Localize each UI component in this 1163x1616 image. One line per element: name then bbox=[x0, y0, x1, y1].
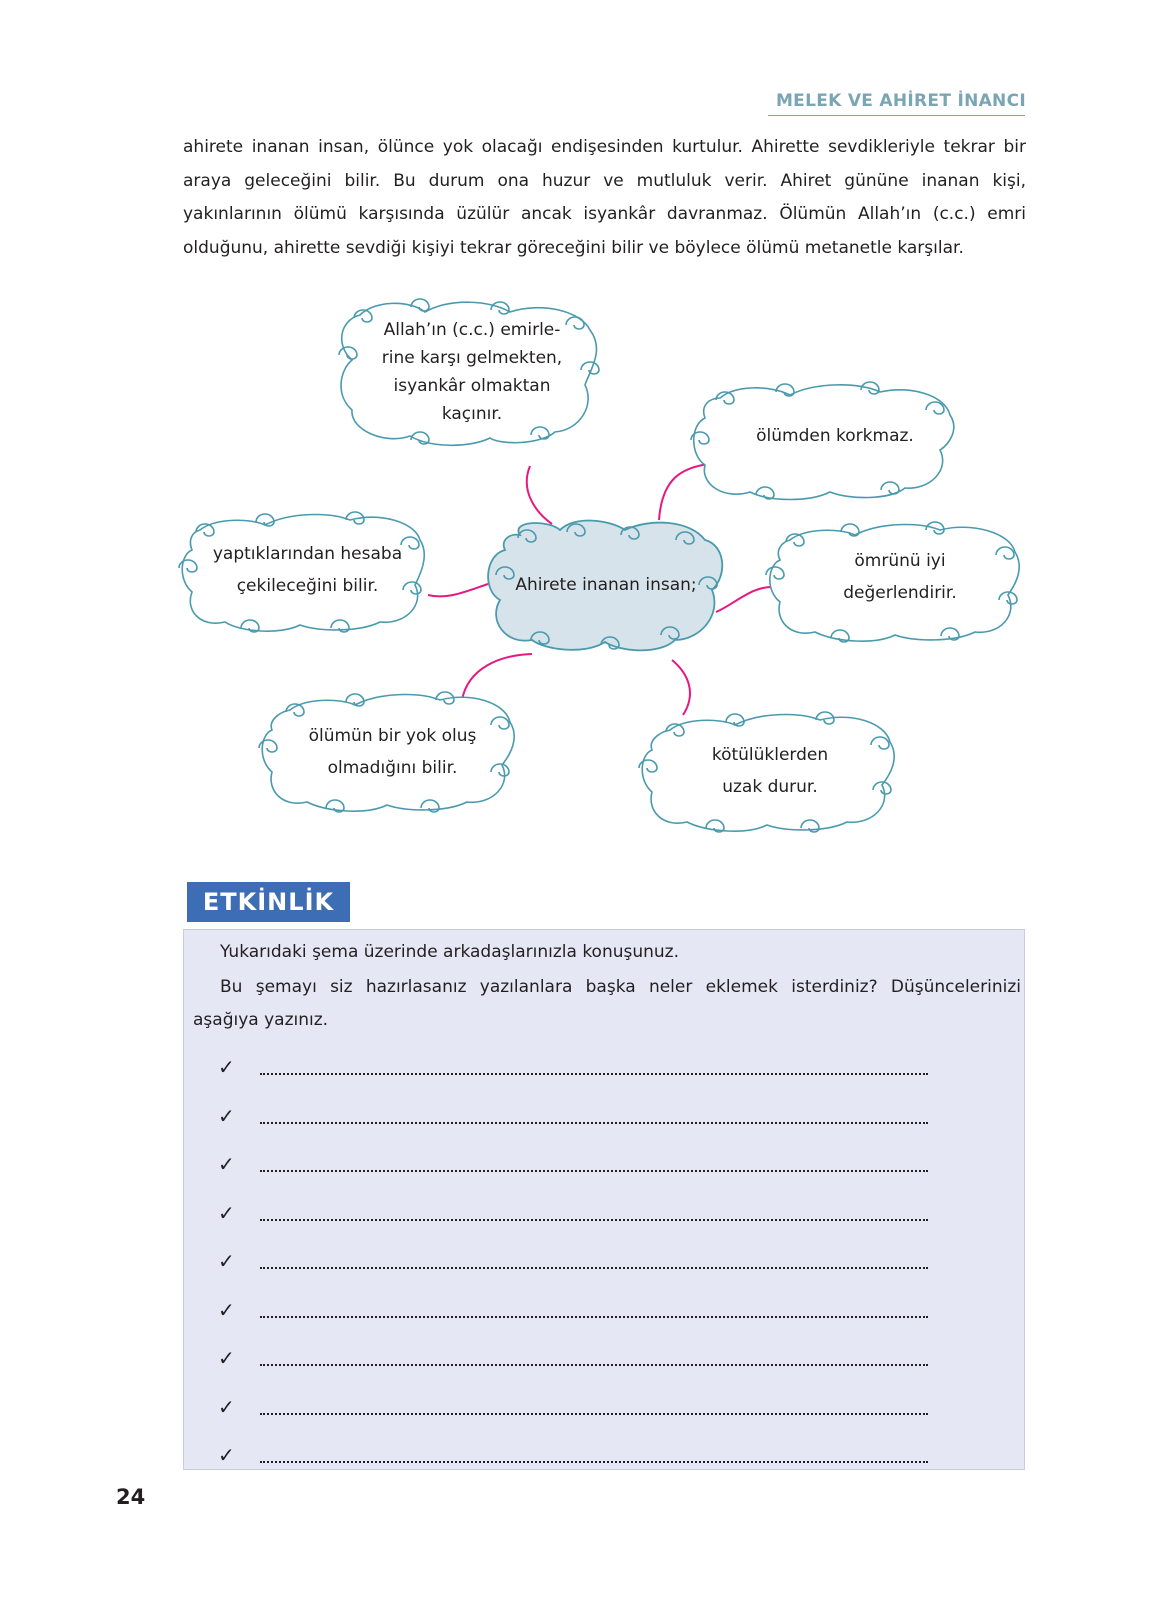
cloud-text-line: yaptıklarından hesaba bbox=[212, 544, 403, 564]
connector-right bbox=[716, 587, 776, 612]
cloud-text-line: çekileceğini bilir. bbox=[236, 576, 379, 596]
intro-paragraph: ahirete inanan insan, ölünce yok olacağı endişesinden kurtulur. Ahirette sevdikleriyle tekrar bir araya geleceğini bilir. Bu durum ona huzur ve mutluluk verir. Ahiret gününe inanan kişi, yakınlarının ölümü karşısında üzülür ancak isyankâr davranmaz. Ölümün Allah’ın (c.c.) emri olduğunu, ahirette sevdiği kişiyi tekrar göreceğini bilir ve böylece ölümü metanetle karşılar. bbox=[183, 137, 1026, 258]
dotted-answer-line[interactable] bbox=[260, 1461, 928, 1463]
dotted-answer-line[interactable] bbox=[260, 1364, 928, 1366]
page-number: 24 bbox=[116, 1485, 146, 1509]
answer-line[interactable] bbox=[218, 1298, 928, 1322]
cloud-text-line: kötülüklerden bbox=[711, 745, 829, 765]
connector-left bbox=[428, 584, 488, 596]
cloud-text-line: rine karşı gelmekten, bbox=[381, 348, 563, 368]
checkmark-icon: ✓ bbox=[218, 1394, 235, 1419]
dotted-answer-line[interactable] bbox=[260, 1267, 928, 1269]
checkmark-icon: ✓ bbox=[218, 1152, 235, 1176]
checkmark-icon: ✓ bbox=[218, 1103, 235, 1128]
cloud-text-line: uzak durur. bbox=[722, 777, 818, 797]
checkmark-icon: ✓ bbox=[218, 1249, 235, 1273]
cloud-text-line: ömrünü iyi bbox=[854, 551, 946, 571]
checkmark-icon: ✓ bbox=[218, 1297, 235, 1322]
cloud-top-left-text bbox=[372, 316, 572, 428]
answer-line[interactable] bbox=[218, 1443, 928, 1467]
connector-bottom-right bbox=[672, 660, 690, 715]
center-cloud-text bbox=[506, 571, 706, 599]
cloud-right-text bbox=[800, 545, 1000, 609]
checkmark-icon: ✓ bbox=[218, 1055, 235, 1079]
cloud-text-line: Allah’ın (c.c.) emirle- bbox=[383, 320, 561, 340]
cloud-left-text bbox=[200, 538, 415, 602]
dotted-answer-line[interactable] bbox=[260, 1316, 928, 1318]
cloud-bottom-right-text bbox=[670, 739, 870, 803]
connector-top-left bbox=[527, 466, 552, 524]
cloud-text-line: kaçınır. bbox=[441, 404, 503, 424]
answer-line[interactable] bbox=[218, 1249, 928, 1273]
dotted-answer-line[interactable] bbox=[260, 1122, 928, 1124]
connector-top-right bbox=[659, 464, 708, 520]
answer-line[interactable] bbox=[218, 1104, 928, 1128]
checkmark-icon: ✓ bbox=[218, 1200, 235, 1225]
activity-instruction-2: Bu şemayı siz hazırlasanız yazılanlara başka neler eklemek isterdiniz? Düşüncelerinizi aşağıya yazınız. bbox=[193, 977, 1021, 1030]
cloud-bottom-left-text bbox=[290, 720, 495, 784]
dotted-answer-line[interactable] bbox=[260, 1219, 928, 1221]
dotted-answer-line[interactable] bbox=[260, 1073, 928, 1075]
checkmark-icon: ✓ bbox=[218, 1346, 235, 1370]
answer-line[interactable] bbox=[218, 1346, 928, 1370]
connector-bottom-left bbox=[462, 654, 532, 700]
cloud-text-line: ölümden korkmaz. bbox=[756, 426, 914, 446]
cloud-top-right-text bbox=[735, 422, 935, 450]
dotted-answer-line[interactable] bbox=[260, 1413, 928, 1415]
answer-line[interactable] bbox=[218, 1201, 928, 1225]
activity-instruction-1: Yukarıdaki şema üzerinde arkadaşlarınızla konuşunuz. bbox=[220, 942, 680, 962]
cloud-text-line: isyankâr olmaktan bbox=[393, 376, 551, 396]
center-text: Ahirete inanan insan; bbox=[515, 575, 697, 595]
answer-line[interactable] bbox=[218, 1055, 928, 1079]
checkmark-icon: ✓ bbox=[218, 1443, 235, 1467]
cloud-text-line: ölümün bir yok oluş bbox=[308, 726, 477, 746]
activity-label: ETKİNLİK bbox=[187, 882, 350, 922]
cloud-text-line: değerlendirir. bbox=[843, 583, 957, 603]
dotted-answer-line[interactable] bbox=[260, 1170, 928, 1172]
chapter-header: MELEK VE AHİRET İNANCI bbox=[775, 91, 1026, 111]
answer-line[interactable] bbox=[218, 1395, 928, 1419]
answer-line[interactable] bbox=[218, 1152, 928, 1176]
cloud-text-line: olmadığını bilir. bbox=[327, 758, 458, 778]
